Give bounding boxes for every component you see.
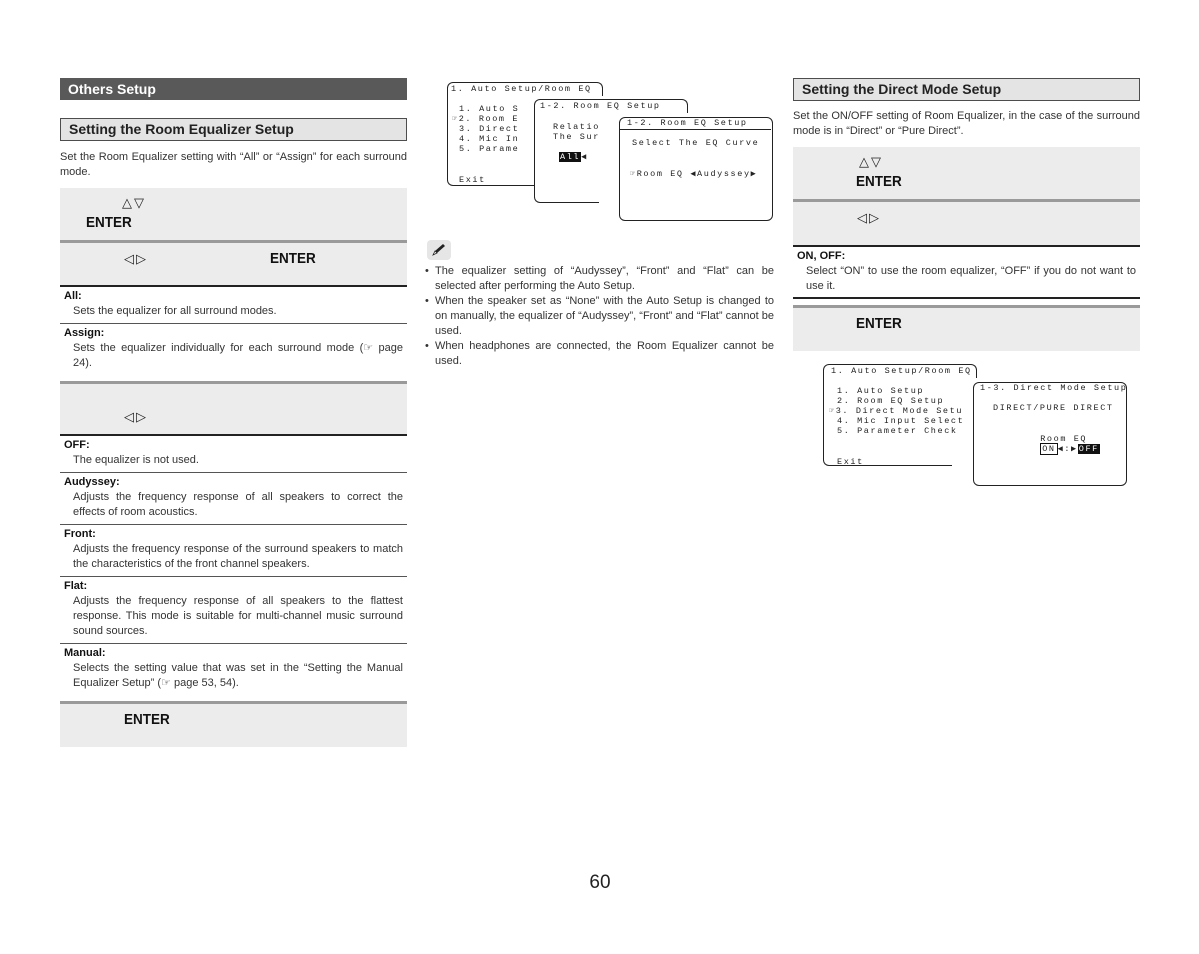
osd-menu-item: ☞3. Direct Mode Setu	[829, 406, 964, 416]
option-description: Sets the equalizer individually for each surround mode (☞ page 24).	[73, 342, 403, 369]
option-heading: Audyssey:	[64, 476, 120, 488]
note-list	[425, 264, 774, 369]
step-box-2	[60, 243, 407, 285]
option-heading: Front:	[64, 528, 96, 540]
option-heading: All:	[64, 290, 82, 302]
osd-label: Room EQ	[1040, 434, 1088, 444]
osd-selected-value: All	[560, 152, 581, 162]
note-item: • The equalizer setting of “Audyssey”, “Front” and “Flat” can be selected after performing the Auto Setup.	[425, 264, 774, 294]
osd-screen-direct-mode	[823, 364, 1133, 489]
osd-window3-title: 1-2. Room EQ Setup	[627, 118, 748, 128]
option-description: Adjusts the frequency response of all speakers to correct the effects of room acoustics.	[73, 491, 403, 518]
enter-key-label: ENTER	[856, 315, 902, 332]
option-heading: Manual:	[64, 647, 106, 659]
option-item	[60, 525, 407, 576]
osd-arrows-icon: ◀:▶	[1057, 444, 1078, 454]
option-on-off	[793, 247, 1140, 297]
up-down-arrows-icon: △▽	[122, 195, 146, 210]
step-box-3	[793, 308, 1140, 351]
option-item	[60, 287, 407, 323]
osd-text: Select The EQ Curve	[632, 138, 760, 148]
direct-mode-intro: Set the ON/OFF setting of Room Equalizer, in the case of the surround mode is in “Direct” or “Pure Direct”.	[793, 110, 1140, 137]
osd-menu-item: 1. Auto Setup	[837, 386, 925, 396]
option-description: Sets the equalizer for all surround modes.	[73, 305, 277, 317]
section-title-others-setup: Others Setup	[60, 78, 407, 100]
osd-menu-item: 1. Auto S	[459, 104, 520, 114]
option-item	[60, 436, 407, 472]
option-description: Selects the setting value that was set in the “Setting the Manual Equalizer Setup” (☞ page 53, 54).	[73, 662, 403, 689]
step-box-4	[60, 704, 407, 747]
osd-menu-item: 4. Mic In	[459, 134, 520, 144]
note-item: • When the speaker set as “None” with the Auto Setup is changed to on manually, the equalizer of “Audyssey”, “Front” and “Flat” cannot be used.	[425, 294, 774, 339]
pencil-icon	[427, 240, 451, 260]
osd-menu-item: 2. Room EQ Setup	[837, 396, 945, 406]
step-box-2	[793, 202, 1140, 245]
option-item	[60, 473, 407, 524]
option-list-curve	[60, 436, 407, 695]
enter-key-label: ENTER	[124, 711, 170, 728]
osd-menu-item: 5. Parame	[459, 144, 520, 154]
osd-exit-item: Exit	[459, 175, 486, 185]
page-number: 60	[589, 872, 611, 893]
up-down-arrows-icon: △▽	[859, 154, 883, 169]
osd-off-option: OFF	[1078, 444, 1099, 454]
option-heading: OFF:	[64, 439, 90, 451]
enter-key-label: ENTER	[856, 173, 902, 190]
step-box-1	[793, 147, 1140, 199]
option-heading: Flat:	[64, 580, 88, 592]
left-right-arrows-icon: ◁▷	[124, 251, 148, 266]
option-item	[60, 577, 407, 643]
osd-menu-item: 5. Parameter Check	[837, 426, 958, 436]
osd-text: ☞Room EQ ◀Audyssey▶	[630, 169, 758, 179]
option-description: Adjusts the frequency response of the surround speakers to match the characteristics of the front channel speakers.	[73, 543, 403, 570]
osd-screen-room-eq: 1. Auto Setup/Room EQ 1. Auto S ☞2. Room E 3. Direct 4. Mic In 5. Parame Exit 1-2. Room EQ Setup Relatio The Sur All◀ 1-2. Room EQ Setup Select The EQ Curve ☞Room EQ ◀Audyssey▶	[447, 82, 777, 222]
right-column	[793, 78, 1140, 467]
option-description: Adjusts the frequency response of all speakers to the flattest response. This mode is suitable for multi-channel music surround sound sources.	[73, 595, 403, 637]
step-box-3	[60, 384, 407, 434]
left-column	[60, 78, 407, 747]
subsection-title-room-eq: Setting the Room Equalizer Setup	[60, 118, 407, 141]
osd-text: Relatio	[553, 122, 600, 132]
osd-window2-title: 1-3. Direct Mode Setup	[980, 383, 1128, 393]
osd-menu-item: ☞2. Room E	[452, 114, 520, 124]
osd-text: The Sur	[553, 132, 600, 142]
note-item: • When headphones are connected, the Room Equalizer cannot be used.	[425, 339, 774, 369]
option-heading: Assign:	[64, 327, 105, 339]
option-item	[60, 644, 407, 695]
pencil-icon	[427, 240, 451, 260]
section-title-direct-mode: Setting the Direct Mode Setup	[793, 78, 1140, 101]
osd-exit-item: Exit	[837, 457, 864, 467]
room-eq-intro: Set the Room Equalizer setting with “All” or “Assign” for each surround mode.	[60, 151, 407, 178]
osd-text: DIRECT/PURE DIRECT	[993, 403, 1114, 413]
option-heading: ON, OFF:	[797, 250, 846, 262]
option-description: The equalizer is not used.	[73, 454, 199, 466]
option-item	[60, 324, 407, 375]
left-right-arrows-icon: ◁▷	[124, 409, 148, 424]
osd-menu-item: 4. Mic Input Select	[837, 416, 965, 426]
step-box-1	[60, 188, 407, 240]
osd-window2-title: 1-2. Room EQ Setup	[540, 101, 661, 111]
osd-on-option: ON	[1042, 444, 1056, 454]
osd-menu-item: 3. Direct	[459, 124, 520, 134]
enter-key-label: ENTER	[270, 250, 316, 267]
osd-window1-title: 1. Auto Setup/Room EQ	[831, 366, 972, 376]
option-list-mode	[60, 287, 407, 375]
option-description: Select “ON” to use the room equalizer, “OFF” if you do not want to use it.	[806, 265, 1136, 292]
left-right-arrows-icon: ◁▷	[857, 210, 881, 225]
enter-key-label: ENTER	[86, 214, 132, 231]
osd-window1-title: 1. Auto Setup/Room EQ	[451, 84, 592, 94]
